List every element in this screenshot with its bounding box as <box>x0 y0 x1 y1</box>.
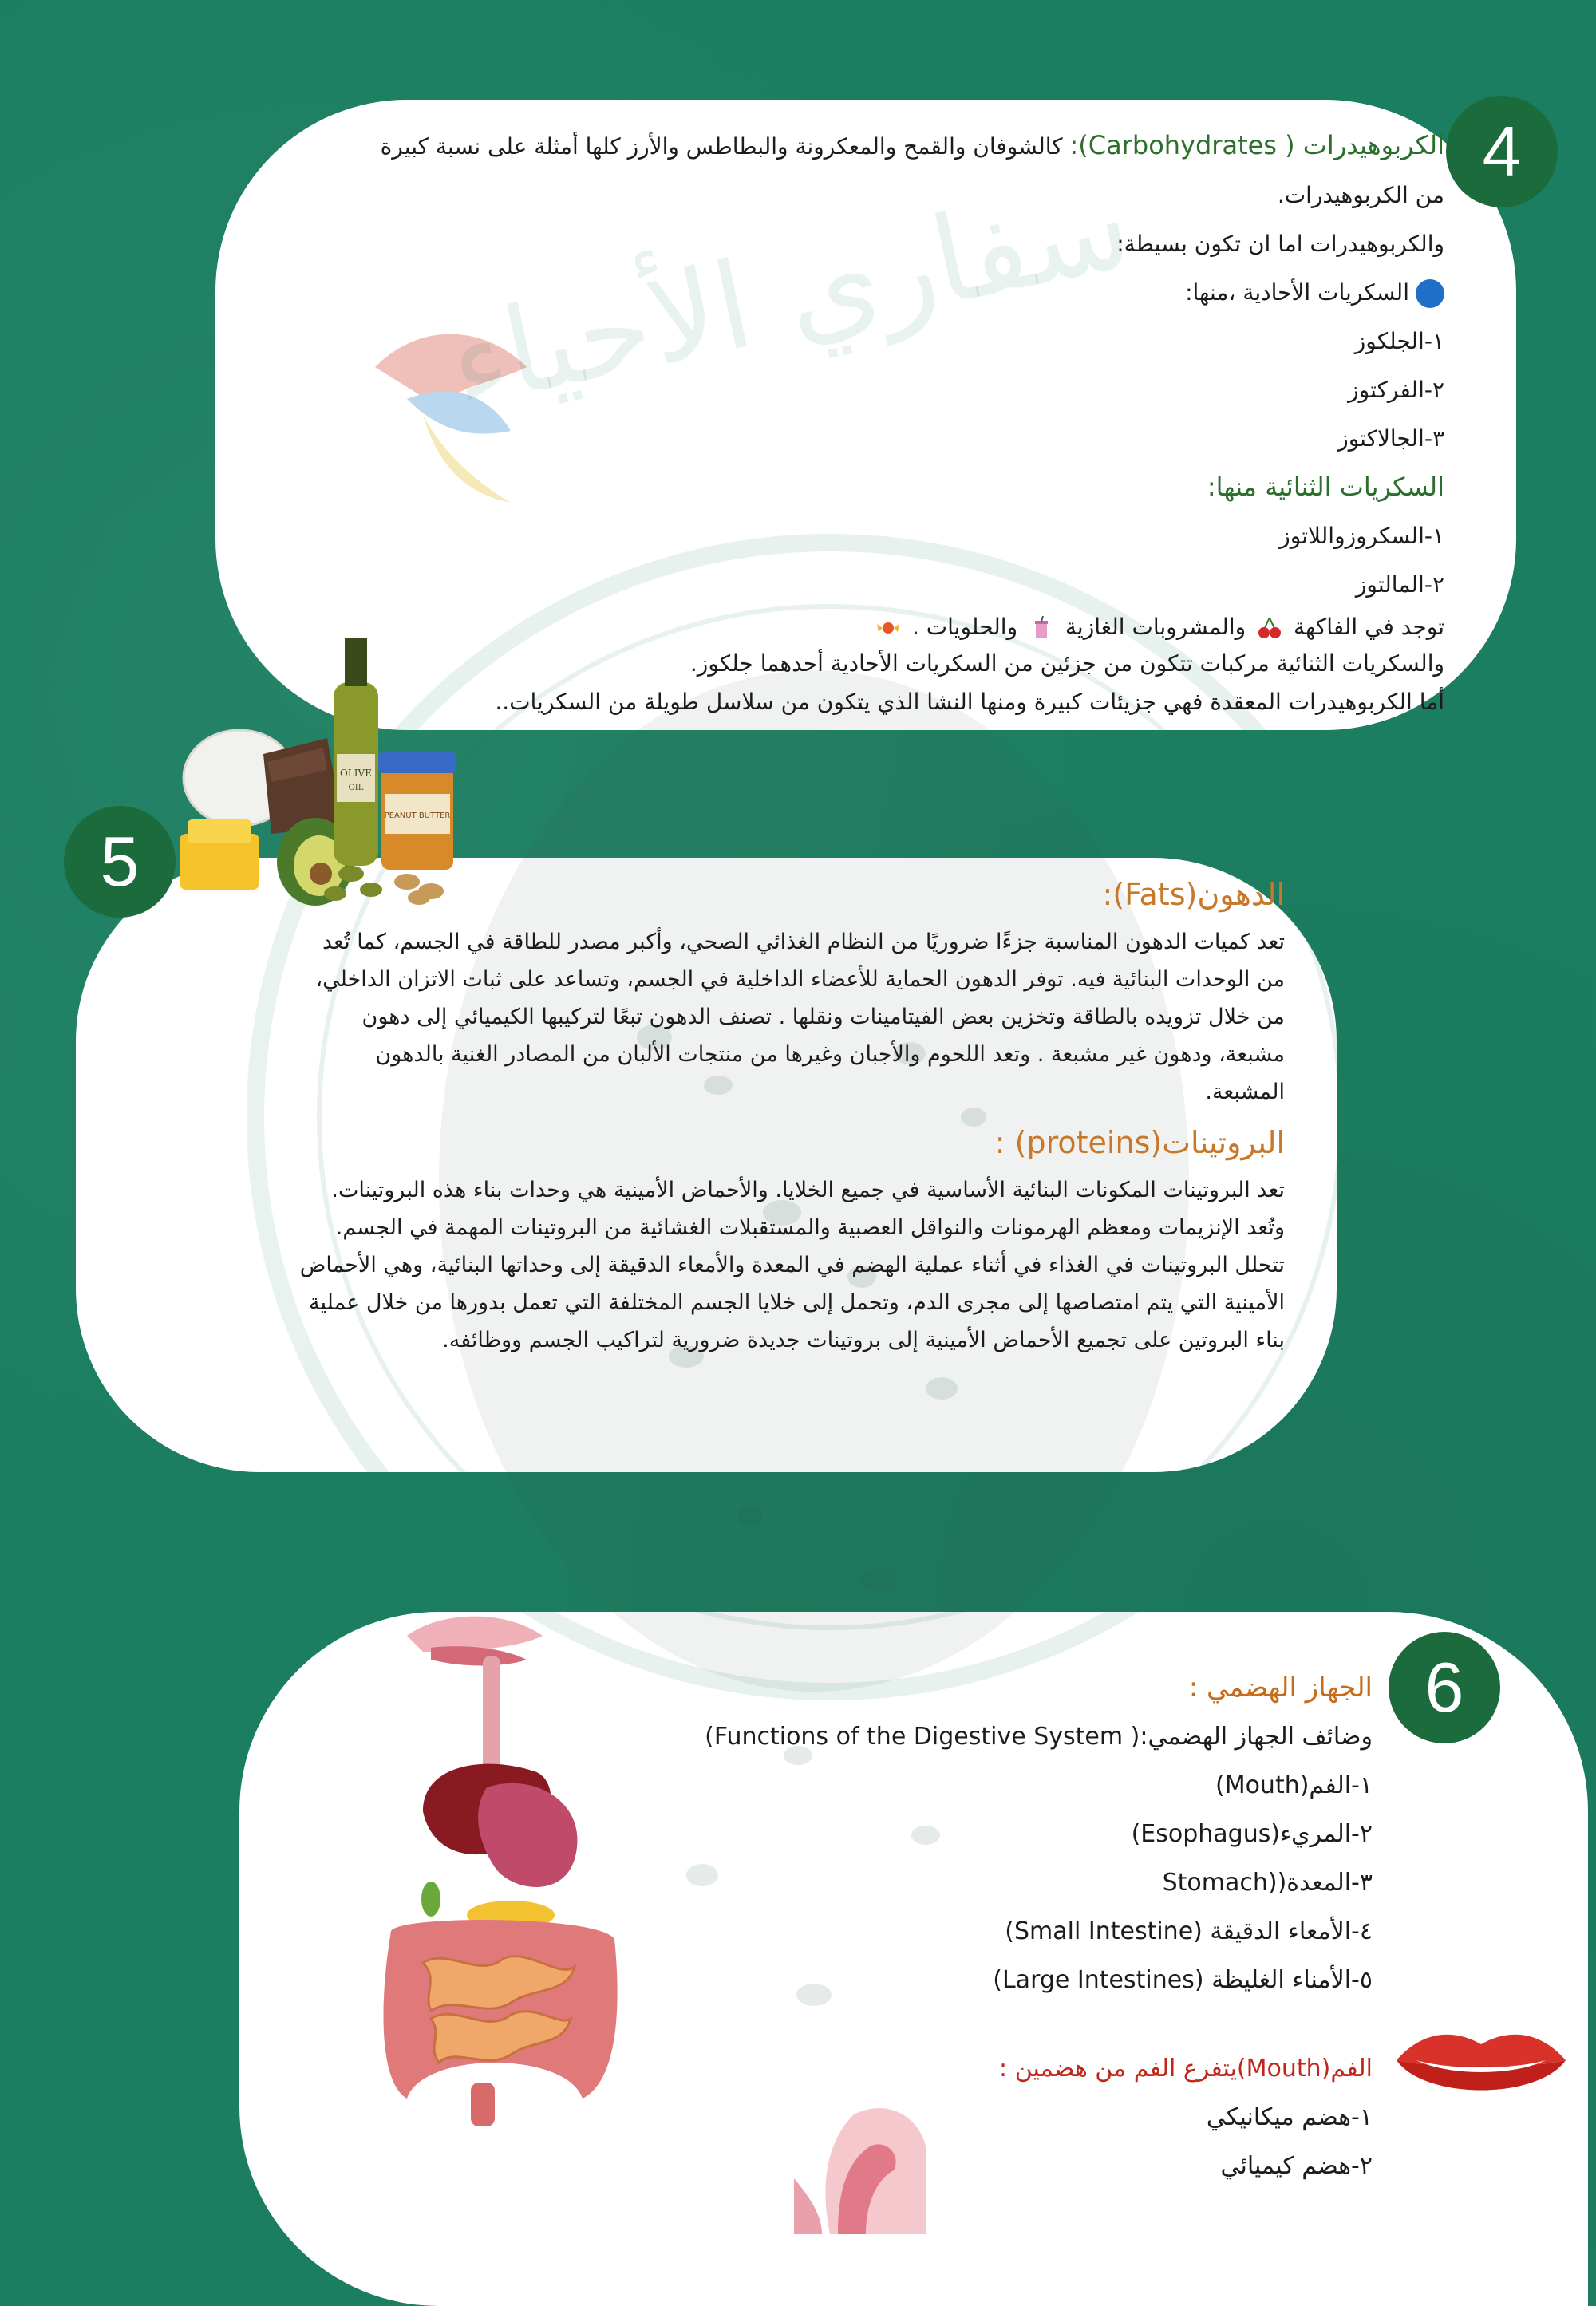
mono-title: السكريات الأحادية ،منها: <box>1185 279 1409 306</box>
found-sweets: والحلويات . <box>911 614 1018 640</box>
carbs-intro-1: كالشوفان والقمح والمعكرونة والبطاطس والأرز كلها أمثلة على نسبة كبيرة <box>380 133 1070 160</box>
fats-line: من خلال تزويده بالطاقة وتخزين بعض الفيتامينات ونقلها . تصنف الدهون تبعًا لتركيبها الكيميائي إلى دهون <box>361 1005 1285 1029</box>
carbs-simple: والكربوهيدرات اما ان تكون بسيطة: <box>1116 231 1444 257</box>
complex-carbs: أما الكربوهيدرات المعقدة فهي جزيئات كبيرة ومنها النشا الذي يتكون من سلاسل طويلة من السكريات.. <box>495 689 1444 715</box>
soda-cup-icon <box>1029 616 1053 640</box>
olive-label: OLIVE <box>340 768 372 779</box>
blue-dot-icon <box>1416 279 1444 308</box>
lips-illustration <box>1393 2020 1570 2102</box>
carbs-intro-line <box>200 121 1444 171</box>
organ-item: ٥-الأمناء الغليظة (Large Intestines) <box>993 1966 1373 1994</box>
di-item: ٢-المالتوز <box>1355 571 1444 598</box>
mono-item: ٣-الجالاكتوز <box>1337 425 1444 452</box>
proteins-line: تتحلل البروتينات في الغذاء في أثناء عملية الهضم في المعدة والأمعاء الدقيقة إلى وحداتها البنائية، وهي الأحماض <box>299 1253 1285 1277</box>
proteins-line: الأمينية التي يتم امتصاصها إلى مجرى الدم، وتحمل إلى خلايا الجسم المختلفة التي تعمل بدورها من خلال عملية <box>309 1290 1285 1315</box>
carbs-heading: الكربوهيدرات ( Carbohydrates): <box>1069 130 1444 160</box>
di-title: السكريات الثنائية منها: <box>1207 472 1444 502</box>
candy-icon <box>876 616 900 640</box>
mono-title-line <box>200 268 1444 317</box>
fats-line: تعد كميات الدهون المناسبة جزءًا ضروريًا من النظام الغذائي الصحي، وأكبر مصدر للطاقة في الجسم، كما تُعد <box>322 930 1285 954</box>
carbs-intro-2: من الكربوهيدرات. <box>1277 182 1444 208</box>
organ-item: ١-الفم(Mouth) <box>1215 1771 1373 1799</box>
found-fruit: توجد في الفاكهة <box>1293 614 1444 640</box>
organ-item: ٣-المعدة((Stomach <box>1162 1869 1373 1897</box>
digestion-item: ٢-هضم كيميائي <box>1220 2152 1373 2180</box>
oil-label: OIL <box>348 784 364 792</box>
mouth-title: الفم(Mouth)يتفرع الفم من هضمين : <box>999 2055 1373 2083</box>
fats-title: الدهون(Fats): <box>1102 877 1285 912</box>
section-4-badge: 4 <box>1446 96 1558 207</box>
di-desc: والسكريات الثنائية مركبات تتكون من جزئين من السكريات الأحادية أحدهما جلكوز. <box>689 650 1444 677</box>
fats-line: مشبعة، ودهون غير مشبعة . وتعد اللحوم والأجبان وغيرها من منتجات الألبان من المصادر الغنية بالدهون <box>375 1042 1285 1067</box>
digestive-title: الجهاز الهضمي : <box>1188 1672 1373 1704</box>
section-6-badge: 6 <box>1389 1632 1500 1743</box>
proteins-line: وتُعد الإنزيمات ومعظم الهرمونات والنواقل العصبية والمستقبلات الغشائية من البروتينات المهمة في الجسم. <box>335 1215 1285 1240</box>
section-5-badge: 5 <box>64 806 176 918</box>
fats-line: المشبعة. <box>1205 1080 1285 1104</box>
digestion-item: ١-هضم ميكانيكي <box>1206 2103 1373 2131</box>
digestive-functions: وضائف الجهاز الهضمي:( Functions of the Digestive System) <box>705 1723 1373 1751</box>
mono-item: ٢-الفركتوز <box>1348 377 1444 403</box>
digestive-section <box>575 1664 1373 2190</box>
proteins-line: تعد البروتينات المكونات البنائية الأساسية في جميع الخلايا. والأحماض الأمينية هي وحدات بناء هذه البروتينات. <box>331 1178 1285 1202</box>
cherry-icon <box>1258 616 1282 640</box>
fats-line: من الوحدات البنائية فيه. توفر الدهون الحماية للأعضاء الداخلية في الجسم، وتساعد على ثبات الاتزان الداخلي، <box>315 967 1285 992</box>
proteins-line: بناء البروتين على تجميع الأحماض الأمينية إلى بروتينات جديدة ضرورية لتراكيب الجسم ووظائفه. <box>442 1328 1285 1352</box>
organ-item: ٤-الأمعاء الدقيقة (Small Intestine) <box>1005 1917 1373 1945</box>
carbohydrates-section <box>200 121 1444 722</box>
mono-item: ١-الجلكوز <box>1354 328 1444 354</box>
proteins-title: البروتينات(proteins) : <box>994 1125 1285 1160</box>
di-item: ١-السكروزواللاتوز <box>1279 523 1444 549</box>
found-soda: والمشروبات الغازية <box>1065 614 1246 640</box>
fats-proteins-section <box>88 866 1285 1359</box>
organ-item: ٢-المريء(Esophagus) <box>1131 1820 1373 1848</box>
peanut-butter-label: PEANUT BUTTER <box>384 811 451 820</box>
